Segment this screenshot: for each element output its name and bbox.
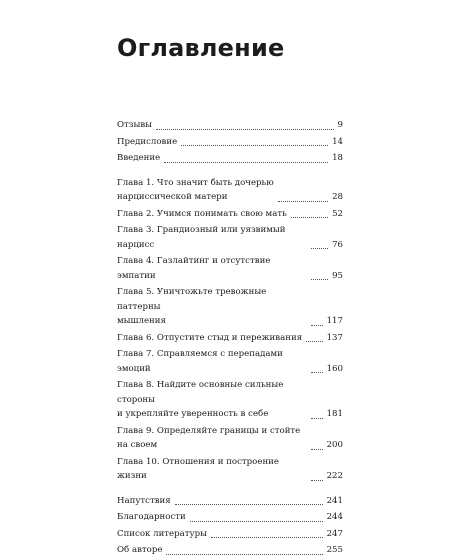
toc-entry[interactable] — [117, 510, 343, 525]
toc-entry-page: 241 — [326, 495, 343, 506]
dot-leader — [181, 145, 328, 146]
toc-entry-page: 160 — [326, 363, 343, 374]
dot-leader — [311, 325, 323, 326]
toc-entry[interactable] — [117, 543, 343, 558]
toc-entry[interactable] — [117, 118, 343, 133]
toc-entry-title: Отзывы — [117, 120, 153, 130]
toc-entry-title: Глава 4. Газлайтинг и отсутствие эмпатии — [117, 256, 271, 281]
toc-entry-page: 255 — [326, 545, 343, 555]
toc-entry-page: 9 — [337, 120, 343, 130]
toc-entry-title: Глава 6. Отпустите стыд и переживания — [117, 332, 303, 343]
toc-entry-title: Напутствия — [117, 495, 171, 506]
toc-entry-page: 14 — [332, 136, 343, 147]
toc-entry-page: 200 — [326, 440, 343, 450]
toc-entry-title: Список литературы — [117, 528, 207, 539]
toc-entry-title: Глава 9. Определяйте границы и стойте на своем — [117, 425, 301, 450]
toc-entry-page: 76 — [332, 239, 343, 250]
toc-entry-title: Об авторе — [117, 545, 163, 555]
toc-entry[interactable] — [117, 527, 343, 542]
dot-leader — [311, 480, 323, 481]
toc-entry[interactable] — [117, 378, 343, 422]
toc-entry-title: Глава 5. Уничтожьте тревожные паттерны мышления — [117, 287, 267, 326]
toc-entry-page: 244 — [326, 512, 343, 522]
dot-leader — [175, 504, 323, 505]
toc-entry[interactable] — [117, 347, 343, 376]
dot-leader — [166, 554, 322, 555]
toc-entry[interactable] — [117, 494, 343, 509]
toc-entry-page: 52 — [332, 208, 343, 219]
toc-entry[interactable] — [117, 285, 343, 329]
toc-entry-page: 137 — [326, 332, 343, 343]
toc-chapters — [117, 176, 343, 484]
toc-entry[interactable] — [117, 455, 343, 484]
toc-entry-page: 28 — [332, 192, 343, 202]
page-title: Оглавление — [117, 34, 285, 62]
dot-leader — [291, 217, 328, 218]
dot-leader — [156, 129, 334, 130]
toc-entry-title: Глава 2. Учимся понимать свою мать — [117, 208, 287, 219]
toc-entry[interactable] — [117, 135, 343, 150]
dot-leader — [164, 162, 328, 163]
dot-leader — [311, 248, 328, 249]
dot-leader — [190, 521, 323, 522]
dot-leader — [311, 279, 328, 280]
toc-entry-title: Глава 10. Отношения и построение жизни — [117, 456, 279, 481]
toc-entry[interactable] — [117, 223, 343, 252]
dot-leader — [311, 449, 323, 450]
dot-leader — [211, 537, 323, 538]
toc-back-matter — [117, 494, 343, 558]
toc-entry[interactable] — [117, 424, 343, 453]
toc-front-matter — [117, 118, 343, 166]
toc-entry-title: Глава 1. Что значит быть дочерью нарциссической матери — [117, 177, 274, 202]
toc-entry[interactable] — [117, 331, 343, 346]
toc-entry-title: Глава 3. Грандиозный или уязвимый нарцисс — [117, 225, 286, 250]
toc-entry-title: Глава 7. Справляемся с перепадами эмоций — [117, 349, 283, 374]
toc-entry-page: 181 — [326, 409, 343, 419]
toc-entry-page: 222 — [326, 471, 343, 481]
toc-entry-page: 117 — [326, 316, 343, 326]
toc-entry-page: 95 — [332, 270, 343, 281]
toc-entry-title: Предисловие — [117, 136, 178, 147]
table-of-contents — [117, 118, 343, 560]
dot-leader — [278, 201, 328, 202]
toc-entry-page: 247 — [326, 528, 343, 539]
dot-leader — [311, 372, 323, 373]
toc-entry[interactable] — [117, 254, 343, 283]
toc-entry-title: Введение — [117, 153, 161, 163]
toc-entry[interactable] — [117, 207, 343, 222]
toc-entry-page: 18 — [332, 153, 343, 163]
toc-entry-title: Глава 8. Найдите основные сильные стороны и укрепляйте уверенность в себе — [117, 380, 284, 419]
dot-leader — [311, 418, 323, 419]
dot-leader — [306, 341, 322, 342]
toc-entry[interactable] — [117, 176, 343, 205]
toc-entry[interactable] — [117, 151, 343, 166]
toc-entry-title: Благодарности — [117, 512, 186, 522]
